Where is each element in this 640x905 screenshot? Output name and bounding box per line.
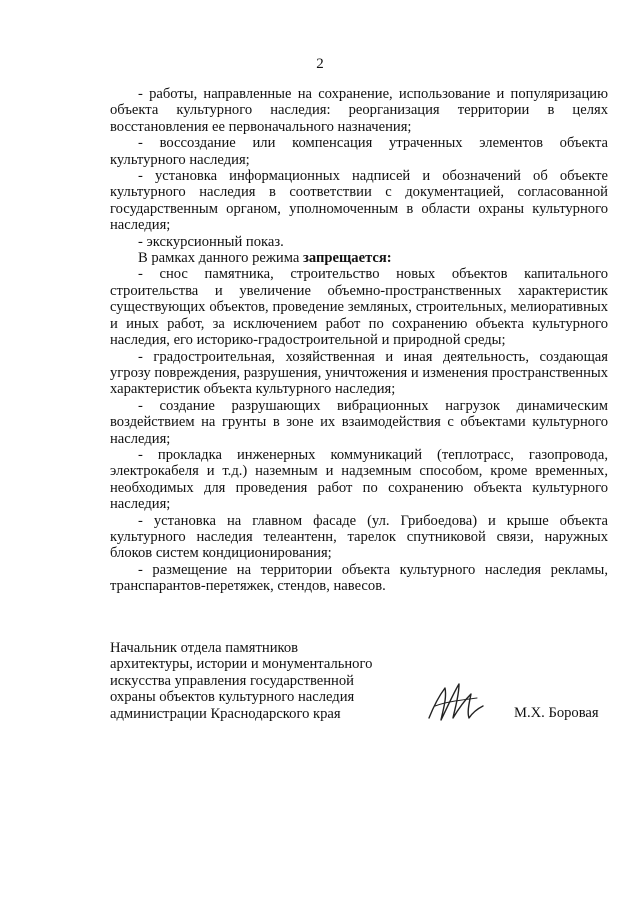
- allowed-work-item: - экскурсионный показ.: [138, 233, 284, 250]
- signatory-position-line: охраны объектов культурного наследия: [110, 689, 355, 706]
- prohibited-item: - установка на главном фасаде (ул. Грибоедова) и крыше объекта культурного наследия телеантенн, тарелок спутниковой связи, наружных блоков систем кондиционирования;: [110, 512, 608, 562]
- prohibited-item: - прокладка инженерных коммуникаций (теплотрасс, газопровода, электрокабеля и т.д.) наземным и надземным способом, кроме временных, необходимых для проведения работ по сохранению объекта культурного наследия;: [110, 446, 608, 513]
- allowed-work-item: - установка информационных надписей и обозначений об объекте культурного наследия в соответствии с документацией, согласованной государственным органом, уполномоченным в области охраны культурного наследия;: [110, 168, 608, 234]
- page-number: 2: [316, 56, 324, 72]
- handwritten-signature: [425, 678, 487, 726]
- signatory-position-line: администрации Краснодарского края: [110, 705, 341, 722]
- signatory-position-line: архитектуры, истории и монументального: [110, 656, 373, 673]
- document-body: [110, 86, 608, 595]
- allowed-work-item: - воссоздание или компенсация утраченных элементов объекта культурного наследия;: [110, 135, 608, 168]
- signatory-position-line: искусства управления государственной: [110, 672, 354, 689]
- prohibited-item: - размещение на территории объекта культурного наследия рекламы, транспарантов-перетяжек, стендов, навесов.: [110, 561, 608, 595]
- regime-intro: [110, 250, 608, 266]
- prohibited-item: - градостроительная, хозяйственная и иная деятельность, создающая угрозу повреждения, разрушения, уничтожения и изменения пространственных характеристик объекта культурного наследия;: [110, 348, 608, 398]
- allowed-work-item: - работы, направленные на сохранение, использование и популяризацию объекта культурного наследия: реорганизация территории в целях восстановления ее первоначального назначения;: [110, 86, 608, 135]
- regime-intro-text: В рамках данного режима: [138, 250, 303, 267]
- signatory-position: [110, 640, 410, 722]
- prohibited-heading: запрещается:: [303, 250, 392, 267]
- signer-name: М.Х. Боровая: [514, 705, 599, 721]
- signatory-position-line: Начальник отдела памятников: [110, 640, 299, 656]
- prohibited-item: - снос памятника, строительство новых объектов капитального строительства и увеличение объемно-пространственных характеристик существующих объектов, проведение земляных, строительных, мелиоративных и иных работ, за исключением работ по сохранению объекта культурного наследия, его историко-градостроительной и природной среды;: [110, 266, 608, 349]
- prohibited-item: - создание разрушающих вибрационных нагрузок динамическим воздействием на грунты в зоне их взаимодействия с объектами культурного наследия;: [110, 397, 608, 447]
